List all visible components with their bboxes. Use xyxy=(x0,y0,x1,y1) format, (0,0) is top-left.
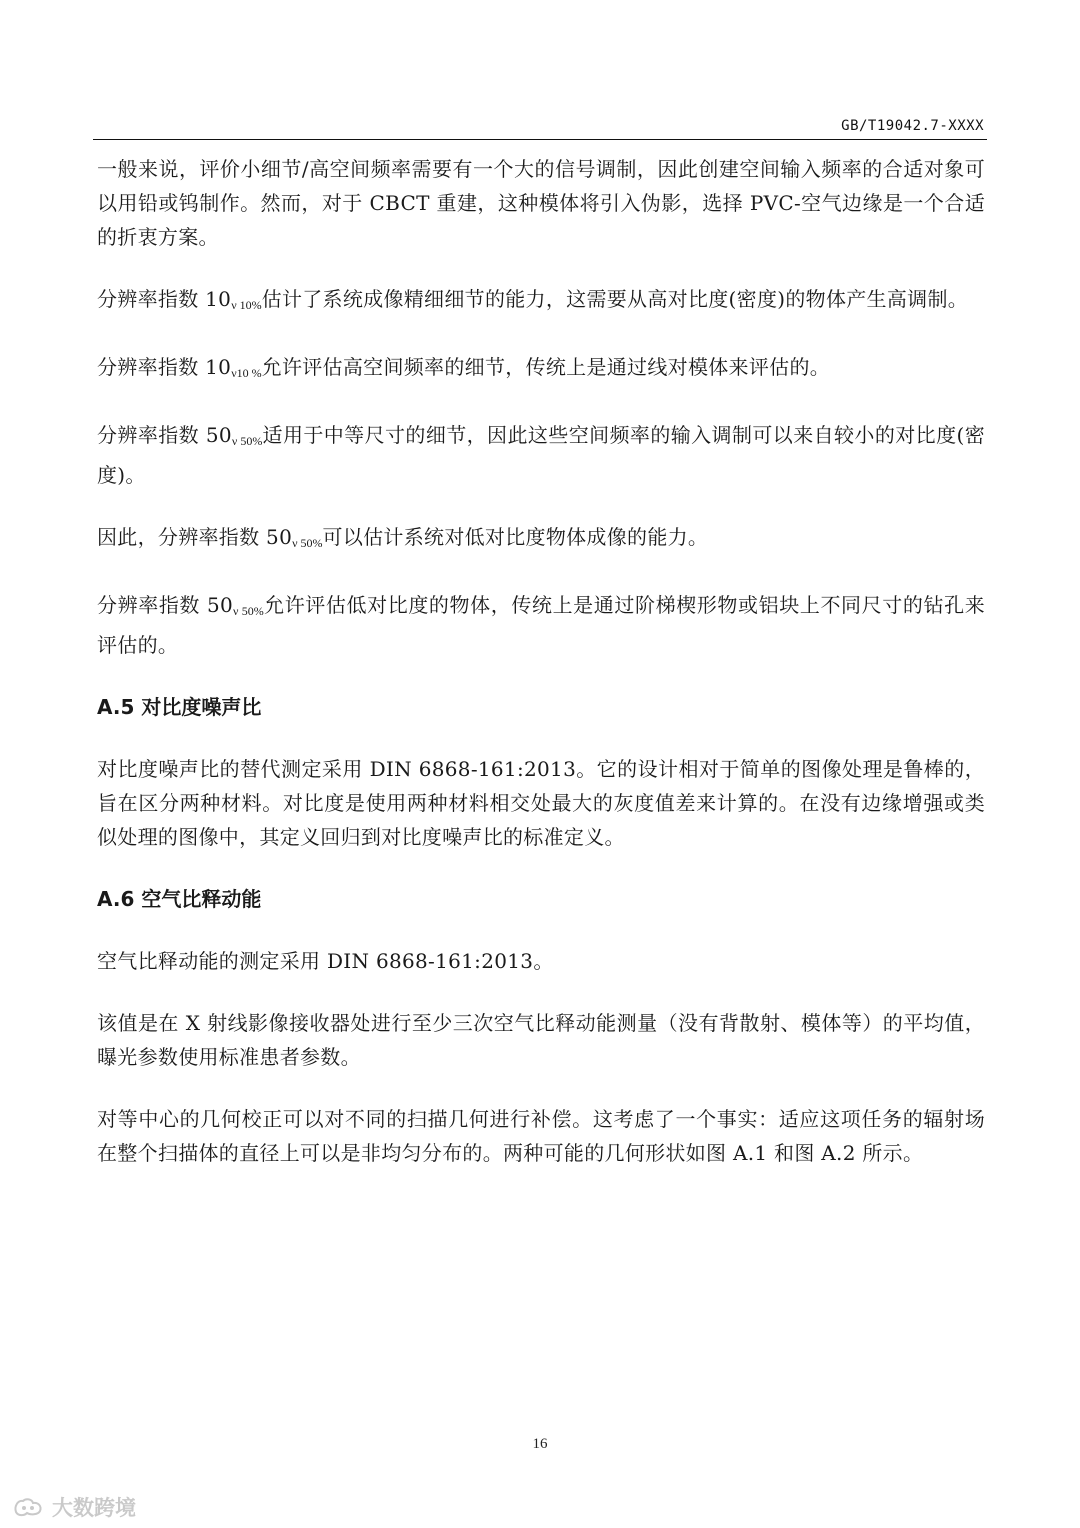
section-heading-a5: A.5 对比度噪声比 xyxy=(97,695,262,719)
paragraph-air-kerma-method: 空气比释动能的测定采用 DIN 6868-161:2013。 xyxy=(97,949,554,973)
subscript: ν 10% xyxy=(231,298,262,312)
paragraph-resolution-50-medium xyxy=(97,418,985,492)
header-divider xyxy=(93,139,987,140)
paragraph-geometry-correction: 对等中心的几何校正可以对不同的扫描几何进行补偿。这考虑了一个事实：适应这项任务的辐射场在整个扫描体的直径上可以是非均匀分布的。两种可能的几何形状如图 A.1 和图 A.2 所示。 xyxy=(97,1107,985,1165)
section-heading-a6: A.6 空气比释动能 xyxy=(97,887,262,911)
paragraph-text: 分辨率指数 10 xyxy=(97,287,232,311)
page-body xyxy=(97,152,985,1198)
paragraph-text: 允许评估高空间频率的细节，传统上是通过线对模体来评估的。 xyxy=(261,355,831,379)
subscript: ν 50% xyxy=(233,604,264,618)
paragraph-text: 分辨率指数 50 xyxy=(97,593,234,617)
subscript: ν 50% xyxy=(231,434,263,448)
document-code: GB/T19042.7-XXXX xyxy=(841,118,984,134)
watermark xyxy=(12,1492,136,1522)
paragraph-text: 分辨率指数 10 xyxy=(97,355,232,379)
paragraph-text: 因此，分辨率指数 50 xyxy=(97,525,293,549)
watermark-text: 大数跨境 xyxy=(52,1496,136,1520)
paragraph-resolution-50-evaluation xyxy=(97,588,985,662)
subscript: ν 50% xyxy=(292,536,323,550)
paragraph-cnr-definition: 对比度噪声比的替代测定采用 DIN 6868-161:2013。它的设计相对于简单的图像处理是鲁棒的，旨在区分两种材料。对比度是使用两种材料相交处最大的灰度值差来计算的。在没有边缘增强或类似处理的图像中，其定义回归到对比度噪声比的标准定义。 xyxy=(97,757,985,849)
watermark-logo-icon xyxy=(12,1496,46,1518)
paragraph-text: 适用于中等尺寸的细节，因此这些空间频率的输入调制可以来自较小的对比度(密度)。 xyxy=(97,423,986,487)
subscript: ν10 % xyxy=(231,366,262,380)
paragraph-text: 分辨率指数 50 xyxy=(97,423,232,447)
paragraph-text: 可以估计系统对低对比度物体成像的能力。 xyxy=(322,525,709,549)
page-number: 16 xyxy=(532,1436,548,1452)
paragraph-air-kerma-measurement: 该值是在 X 射线影像接收器处进行至少三次空气比释动能测量（没有背散射、模体等）的平均值，曝光参数使用标准患者参数。 xyxy=(97,1011,985,1069)
paragraph-resolution-10-evaluation xyxy=(97,350,985,390)
paragraph-text: 估计了系统成像精细细节的能力，这需要从高对比度(密度)的物体产生高调制。 xyxy=(261,287,969,311)
paragraph-text: 允许评估低对比度的物体，传统上是通过阶梯楔形物或铝块上不同尺寸的钻孔来评估的。 xyxy=(97,593,985,657)
paragraph-resolution-10-capability xyxy=(97,282,985,322)
paragraph-signal-modulation: 一般来说，评价小细节/高空间频率需要有一个大的信号调制，因此创建空间输入频率的合适对象可以用铅或钨制作。然而，对于 CBCT 重建，这种模体将引入伪影，选择 PVC-空气边缘是一个合适的折衷方案。 xyxy=(97,157,985,249)
paragraph-resolution-50-estimate xyxy=(97,520,985,560)
